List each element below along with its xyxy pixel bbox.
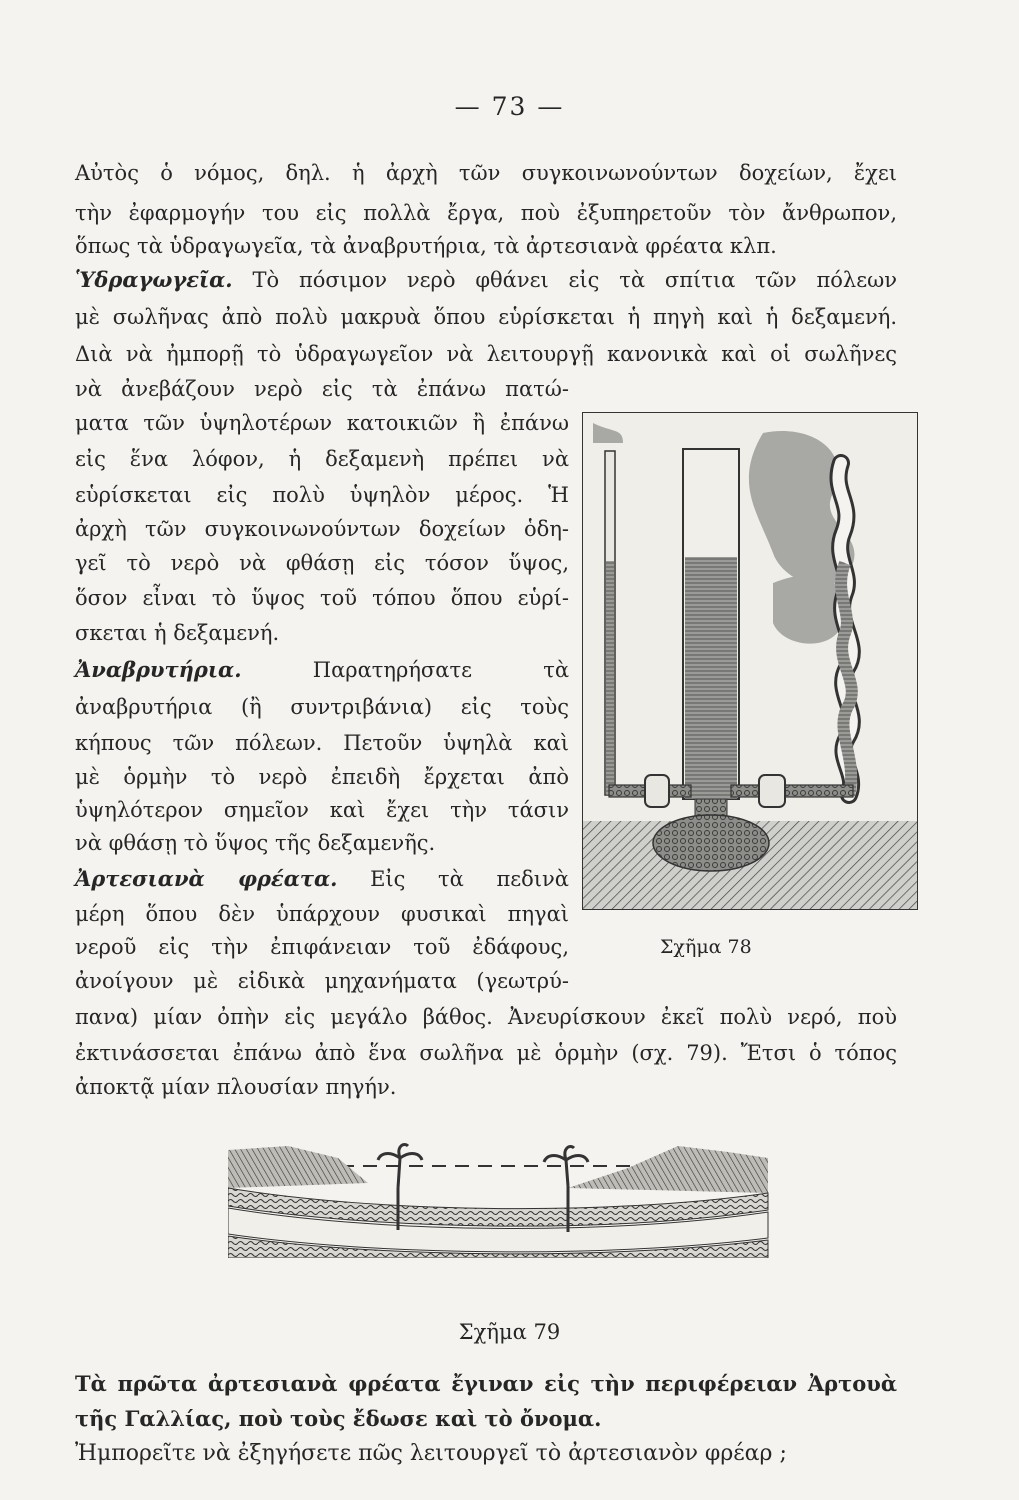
page-number: — 73 — [454, 92, 565, 121]
right-pipe [731, 785, 853, 797]
wells-first-text: Εἰς τὰ πεδινὰ [370, 867, 569, 891]
left-hill [228, 1146, 368, 1188]
text-line: κήπους τῶν πόλεων. Πετοῦν ὑψηλὰ καὶ [75, 731, 569, 755]
text-line: ὅσον εἶναι τὸ ὕψος τοῦ τόπου ὅπου εὑρί- [75, 586, 569, 610]
aqueducts-heading: Ὑδραγωγεῖα. [75, 267, 233, 292]
text-line: ἀρχὴ τῶν συγκοινωνούντων δοχείων ὁδη- [75, 517, 569, 541]
fountain-base [653, 815, 769, 871]
fountains-line [75, 657, 569, 683]
text-line: εἰς ἕνα λόφον, ἡ δεξαμενὴ πρέπει νὰ [75, 447, 569, 471]
left-tube-water [606, 561, 614, 795]
text-line: νεροῦ εἰς τὴν ἐπιφάνειαν τοῦ ἐδάφους, [75, 935, 569, 959]
text-line: νὰ ἀνεβάζουν νερὸ εἰς τὰ ἐπάνω πατώ- [75, 377, 569, 401]
text-line: τὴν ἐφαρμογήν του εἰς πολλὰ ἔργα, ποὺ ἐξυπηρετοῦν τὸν ἄνθρωπον, [75, 201, 897, 225]
figure-79-artesian-well [228, 1138, 791, 1258]
text-line: ἀναβρυτήρια (ἢ συντριβάνια) εἰς τοὺς [75, 695, 569, 719]
text-line: Τὰ πρῶτα ἀρτεσιανὰ φρέατα ἔγιναν εἰς τὴν περιφέρειαν Ἀρτουὰ [75, 1371, 897, 1396]
figure-78-caption: Σχῆμα 78 [660, 936, 752, 958]
right-hill [568, 1146, 768, 1193]
fountains-heading: Ἀναβρυτήρια. [75, 657, 242, 682]
text-line: ἐκτινάσσεται ἐπάνω ἀπὸ ἕνα σωλῆνα μὲ ὁρμὴν (σχ. 79). Ἔτσι ὁ τόπος [75, 1041, 897, 1065]
text-line: ἀνοίγουν μὲ εἰδικὰ μηχανήματα (γεωτρύ- [75, 969, 569, 993]
text-line: σκεται ἡ δεξαμενή. [75, 621, 280, 645]
text-line: μὲ ὁρμὴν τὸ νερὸ ἐπειδὴ ἔρχεται ἀπὸ [75, 765, 569, 789]
text-line: ἀποκτᾷ μίαν πλουσίαν πηγήν. [75, 1075, 397, 1099]
background-shape [593, 423, 623, 443]
text-line: ὑψηλότερον σημεῖον καὶ ἔχει τὴν τάσιν [75, 798, 569, 822]
text-line: Διὰ νὰ ἠμπορῇ τὸ ὑδραγωγεῖον νὰ λειτουργῇ κανονικὰ καὶ οἱ σωλῆνες [75, 342, 897, 366]
wells-line [75, 866, 569, 892]
text-line: πανα) μίαν ὀπὴν εἰς μεγάλο βάθος. Ἀνευρίσκουν ἐκεῖ πολὺ νερό, ποὺ [75, 1005, 897, 1029]
artesian-well-illustration [228, 1138, 791, 1258]
figure-79-caption: Σχῆμα 79 [458, 1320, 561, 1344]
text-line: τῆς Γαλλίας, ποὺ τοὺς ἔδωσε καὶ τὸ ὄνομα. [75, 1406, 602, 1431]
text-line: ματα τῶν ὑψηλοτέρων κατοικιῶν ἢ ἐπάνω [75, 411, 569, 435]
text-line: ὅπως τὰ ὑδραγωγεῖα, τὰ ἀναβρυτήρια, τὰ ἀρτεσιανὰ φρέατα κλπ. [75, 234, 777, 258]
aqueducts-line [75, 267, 897, 293]
fountain-illustration [583, 413, 917, 909]
text-line: γεῖ τὸ νερὸ νὰ φθάσῃ εἰς τόσον ὕψος, [75, 551, 569, 575]
aqueducts-first-text: Τὸ πόσιμον νερὸ φθάνει εἰς τὰ σπίτια τῶν πόλεων [252, 268, 897, 292]
right-coupling [759, 775, 785, 807]
central-tube-water [685, 557, 737, 799]
text-line: μὲ σωλῆνας ἀπὸ πολὺ μακρυὰ ὅπου εὑρίσκεται ἡ πηγὴ καὶ ἡ δεξαμενή. [75, 305, 897, 329]
text-line: μέρη ὅπου δὲν ὑπάρχουν φυσικαὶ πηγαὶ [75, 902, 569, 926]
text-line: Αὐτὸς ὁ νόμος, δηλ. ἡ ἀρχὴ τῶν συγκοινωνούντων δοχείων, ἔχει [75, 161, 897, 185]
wells-heading: Ἀρτεσιανὰ φρέατα. [75, 866, 338, 891]
review-question: Ἠμπορεῖτε νὰ ἐξηγήσετε πῶς λειτουργεῖ τὸ ἀρτεσιανὸν φρέαρ ; [75, 1441, 787, 1466]
text-line: νὰ φθάσῃ τὸ ὕψος τῆς δεξαμενῆς. [75, 831, 436, 855]
text-line: εὑρίσκεται εἰς πολὺ ὑψηλὸν μέρος. Ἡ [75, 483, 569, 507]
left-coupling [645, 775, 669, 807]
fountains-first-text: Παρατηρήσατε τὰ [312, 658, 569, 682]
figure-78-fountain [582, 412, 918, 910]
